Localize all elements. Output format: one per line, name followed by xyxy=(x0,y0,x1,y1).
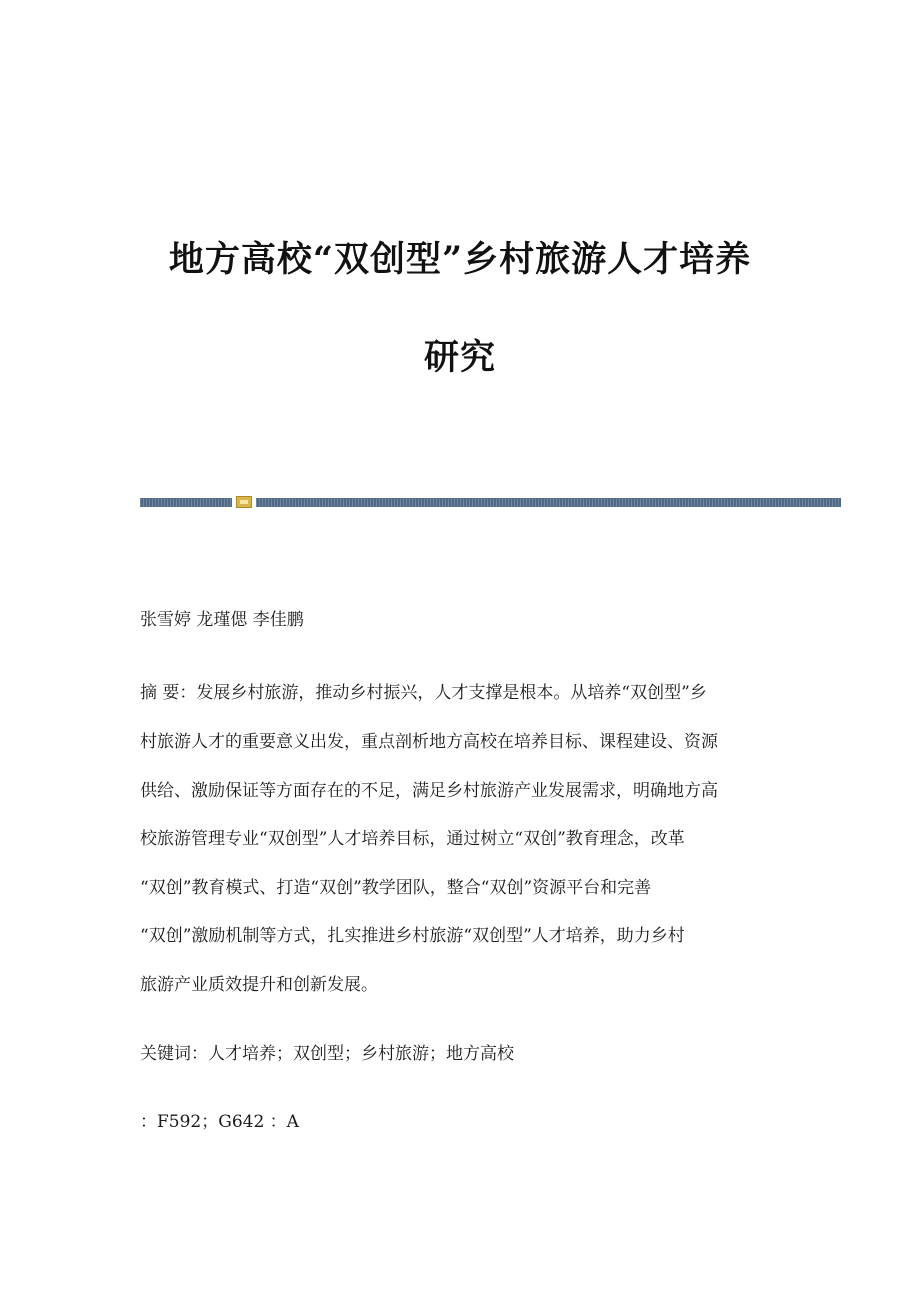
keywords-line: 关键词：人才培养；双创型；乡村旅游；地方高校 xyxy=(140,1044,514,1064)
title-divider-left xyxy=(140,498,232,507)
abstract-line: “双创”激励机制等方式，扎实推进乡村旅游“双创型”人才培养，助力乡村 xyxy=(140,926,685,946)
abstract-line: 村旅游人才的重要意义出发，重点剖析地方高校在培养目标、课程建设、资源 xyxy=(140,732,718,752)
abstract-line: 旅游产业质效提升和创新发展。 xyxy=(140,975,378,995)
title-divider-right xyxy=(256,498,841,507)
authors-line: 张雪婷 龙瑾偲 李佳鹏 xyxy=(140,610,304,630)
classification-line: ：F592；G642 ：A xyxy=(140,1112,299,1132)
abstract-line: 校旅游管理专业“双创型”人才培养目标，通过树立“双创”教育理念，改革 xyxy=(140,829,685,849)
page-title-line-1: 地方高校“双创型”乡村旅游人才培养 xyxy=(168,239,752,280)
page-title-line-2: 研究 xyxy=(423,337,496,378)
abstract-line: 供给、激励保证等方面存在的不足，满足乡村旅游产业发展需求，明确地方高 xyxy=(140,781,718,801)
abstract-line: “双创”教育模式、打造“双创”教学团队，整合“双创”资源平台和完善 xyxy=(140,878,652,898)
divider-ornament-icon xyxy=(236,496,252,508)
abstract-line: 摘 要：发展乡村旅游，推动乡村振兴，人才支撑是根本。从培养“双创型”乡 xyxy=(140,683,707,703)
